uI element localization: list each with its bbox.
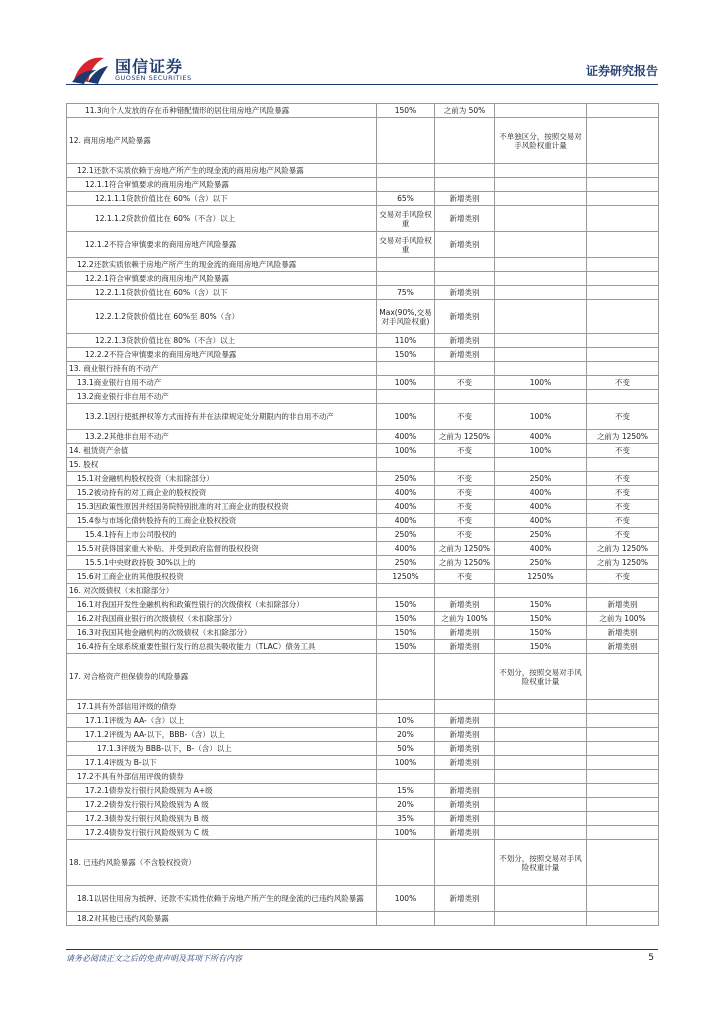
table-row <box>67 742 659 756</box>
new-weight: 1250% <box>377 570 435 584</box>
change-note <box>435 770 495 784</box>
simplified-change <box>587 714 659 728</box>
change-note: 新增类别 <box>435 192 495 206</box>
simplified-weight: 400% <box>495 430 587 444</box>
change-note: 新增类别 <box>435 348 495 362</box>
simplified-weight <box>495 886 587 912</box>
item-name: 17.2.2债券发行银行风险级别为 A 级 <box>67 798 377 812</box>
item-name: 18.2对其他已违约风险暴露 <box>67 912 377 926</box>
risk-weight-table <box>66 103 659 926</box>
table-row <box>67 784 659 798</box>
item-name: 12. 商用房地产风险暴露 <box>67 118 377 164</box>
table-row <box>67 272 659 286</box>
simplified-weight <box>495 714 587 728</box>
simplified-change <box>587 700 659 714</box>
new-weight: 10% <box>377 714 435 728</box>
new-weight: 交易对手风险权重 <box>377 232 435 258</box>
new-weight <box>377 654 435 700</box>
simplified-weight <box>495 300 587 334</box>
simplified-change: 之前为 1250% <box>587 430 659 444</box>
table-row <box>67 798 659 812</box>
change-note <box>435 458 495 472</box>
table-row <box>67 612 659 626</box>
table-row <box>67 178 659 192</box>
item-name: 16.4持有全球系统重要性银行发行的总损失吸收能力（TLAC）债务工具 <box>67 640 377 654</box>
change-note: 新增类别 <box>435 232 495 258</box>
item-name: 14. 租赁资产余值 <box>67 444 377 458</box>
change-note: 新增类别 <box>435 784 495 798</box>
simplified-weight: 250% <box>495 528 587 542</box>
simplified-change: 新增类别 <box>587 640 659 654</box>
simplified-weight <box>495 756 587 770</box>
item-name: 17.1.1评级为 AA-（含）以上 <box>67 714 377 728</box>
new-weight <box>377 700 435 714</box>
company-logo <box>70 52 210 88</box>
change-note <box>435 700 495 714</box>
item-name: 17.1具有外部信用评级的债券 <box>67 700 377 714</box>
table-row <box>67 164 659 178</box>
simplified-weight: 400% <box>495 514 587 528</box>
risk-weight-table-container <box>66 103 658 926</box>
simplified-change <box>587 286 659 300</box>
item-name: 12.2.1.2贷款价值比在 60%至 80%（含） <box>67 300 377 334</box>
table-row <box>67 756 659 770</box>
item-name: 15.3因政策性原因并经国务院特别批准的对工商企业的股权投资 <box>67 500 377 514</box>
simplified-change <box>587 770 659 784</box>
table-row <box>67 376 659 390</box>
simplified-weight <box>495 770 587 784</box>
table-row <box>67 770 659 784</box>
new-weight: 400% <box>377 542 435 556</box>
simplified-weight: 150% <box>495 598 587 612</box>
simplified-weight <box>495 784 587 798</box>
table-row <box>67 362 659 376</box>
change-note: 新增类别 <box>435 598 495 612</box>
simplified-weight <box>495 192 587 206</box>
new-weight <box>377 178 435 192</box>
change-note: 新增类别 <box>435 206 495 232</box>
change-note <box>435 258 495 272</box>
new-weight: 250% <box>377 556 435 570</box>
table-row <box>67 912 659 926</box>
simplified-weight <box>495 362 587 376</box>
simplified-change: 不变 <box>587 444 659 458</box>
new-weight <box>377 458 435 472</box>
simplified-weight <box>495 728 587 742</box>
change-note: 不变 <box>435 570 495 584</box>
simplified-change <box>587 784 659 798</box>
change-note: 新增类别 <box>435 300 495 334</box>
change-note: 之前为 1250% <box>435 556 495 570</box>
table-row <box>67 654 659 700</box>
table-row <box>67 258 659 272</box>
simplified-weight <box>495 742 587 756</box>
new-weight <box>377 272 435 286</box>
new-weight: 400% <box>377 430 435 444</box>
new-weight: 20% <box>377 798 435 812</box>
simplified-change: 新增类别 <box>587 598 659 612</box>
simplified-change <box>587 118 659 164</box>
change-note: 不变 <box>435 472 495 486</box>
simplified-weight <box>495 206 587 232</box>
logo-chinese-name: 国信证券 <box>115 57 184 76</box>
item-name: 15.5.1中央财政持股 30%以上的 <box>67 556 377 570</box>
table-row <box>67 404 659 430</box>
new-weight: 150% <box>377 348 435 362</box>
change-note: 新增类别 <box>435 334 495 348</box>
change-note: 之前为 1250% <box>435 430 495 444</box>
simplified-change: 新增类别 <box>587 626 659 640</box>
simplified-change <box>587 912 659 926</box>
simplified-weight: 150% <box>495 626 587 640</box>
change-note: 新增类别 <box>435 742 495 756</box>
table-row <box>67 626 659 640</box>
change-note <box>435 390 495 404</box>
new-weight: 35% <box>377 812 435 826</box>
change-note: 新增类别 <box>435 728 495 742</box>
new-weight: 100% <box>377 826 435 840</box>
simplified-weight: 400% <box>495 486 587 500</box>
simplified-weight: 250% <box>495 472 587 486</box>
simplified-change <box>587 584 659 598</box>
change-note: 不变 <box>435 500 495 514</box>
table-row <box>67 232 659 258</box>
new-weight: 400% <box>377 500 435 514</box>
simplified-weight: 100% <box>495 404 587 430</box>
new-weight: 50% <box>377 742 435 756</box>
simplified-change: 不变 <box>587 514 659 528</box>
table-row <box>67 500 659 514</box>
new-weight <box>377 770 435 784</box>
simplified-change: 不变 <box>587 500 659 514</box>
new-weight: 100% <box>377 756 435 770</box>
table-row <box>67 430 659 444</box>
new-weight: 250% <box>377 472 435 486</box>
new-weight <box>377 164 435 178</box>
simplified-weight <box>495 812 587 826</box>
table-row <box>67 334 659 348</box>
change-note: 新增类别 <box>435 812 495 826</box>
simplified-change <box>587 826 659 840</box>
change-note: 之前为 100% <box>435 612 495 626</box>
simplified-weight <box>495 826 587 840</box>
new-weight <box>377 840 435 886</box>
logo-mark-icon <box>70 52 110 86</box>
simplified-change: 不变 <box>587 486 659 500</box>
page-number: 5 <box>648 953 654 963</box>
item-name: 16.3对我国其他金融机构的次级债权（未扣除部分） <box>67 626 377 640</box>
table-row <box>67 640 659 654</box>
change-note: 新增类别 <box>435 714 495 728</box>
table-row <box>67 300 659 334</box>
item-name: 15.4参与市场化债转股持有的工商企业股权投资 <box>67 514 377 528</box>
table-row <box>67 286 659 300</box>
change-note <box>435 362 495 376</box>
table-row <box>67 528 659 542</box>
simplified-change <box>587 164 659 178</box>
item-name: 15.1对金融机构股权投资（未扣除部分） <box>67 472 377 486</box>
change-note: 不变 <box>435 376 495 390</box>
simplified-weight: 不划分，按照交易对手风险权重计量 <box>495 654 587 700</box>
new-weight: 150% <box>377 626 435 640</box>
simplified-change: 不变 <box>587 404 659 430</box>
change-note: 新增类别 <box>435 756 495 770</box>
item-name: 12.2.1.3贷款价值比在 80%（不含）以上 <box>67 334 377 348</box>
item-name: 12.1还款不实质依赖于房地产所产生的现金流的商用房地产风险暴露 <box>67 164 377 178</box>
item-name: 12.1.2不符合审慎要求的商用房地产风险暴露 <box>67 232 377 258</box>
simplified-change <box>587 178 659 192</box>
simplified-weight: 100% <box>495 376 587 390</box>
simplified-change: 之前为 1250% <box>587 556 659 570</box>
item-name: 18. 已违约风险暴露（不含股权投资） <box>67 840 377 886</box>
simplified-change <box>587 348 659 362</box>
table-row <box>67 472 659 486</box>
table-row <box>67 458 659 472</box>
table-row <box>67 192 659 206</box>
simplified-change: 不变 <box>587 472 659 486</box>
item-name: 17. 对合格资产担保债券的风险暴露 <box>67 654 377 700</box>
simplified-weight: 不划分，按照交易对手风险权重计量 <box>495 840 587 886</box>
new-weight <box>377 258 435 272</box>
table-row <box>67 390 659 404</box>
table-row <box>67 812 659 826</box>
simplified-weight <box>495 334 587 348</box>
item-name: 13. 商业银行持有的不动产 <box>67 362 377 376</box>
item-name: 12.1.1符合审慎要求的商用房地产风险暴露 <box>67 178 377 192</box>
simplified-change <box>587 272 659 286</box>
item-name: 13.1商业银行自用不动产 <box>67 376 377 390</box>
simplified-weight <box>495 348 587 362</box>
new-weight: Max(90%,交易对手风险权重) <box>377 300 435 334</box>
simplified-weight <box>495 232 587 258</box>
simplified-weight <box>495 164 587 178</box>
simplified-change <box>587 362 659 376</box>
simplified-weight <box>495 912 587 926</box>
change-note: 新增类别 <box>435 640 495 654</box>
simplified-change <box>587 654 659 700</box>
item-name: 13.2.2其他非自用不动产 <box>67 430 377 444</box>
item-name: 12.1.1.2贷款价值比在 60%（不含）以上 <box>67 206 377 232</box>
item-name: 15. 股权 <box>67 458 377 472</box>
item-name: 13.2.1因行使抵押权等方式而持有并在法律规定处分期限内的非自用不动产 <box>67 404 377 430</box>
change-note: 不变 <box>435 486 495 500</box>
simplified-change <box>587 206 659 232</box>
table-row <box>67 886 659 912</box>
new-weight: 65% <box>377 192 435 206</box>
report-type-title: 证券研究报告 <box>585 64 658 78</box>
simplified-weight <box>495 798 587 812</box>
table-row <box>67 542 659 556</box>
change-note: 不变 <box>435 528 495 542</box>
item-name: 17.1.4评级为 B-以下 <box>67 756 377 770</box>
change-note: 不变 <box>435 444 495 458</box>
simplified-weight <box>495 458 587 472</box>
item-name: 12.1.1.1贷款价值比在 60%（含）以下 <box>67 192 377 206</box>
item-name: 13.2商业银行非自用不动产 <box>67 390 377 404</box>
new-weight: 150% <box>377 598 435 612</box>
item-name: 15.4.1持有上市公司股权的 <box>67 528 377 542</box>
new-weight: 400% <box>377 514 435 528</box>
simplified-change <box>587 192 659 206</box>
change-note <box>435 584 495 598</box>
simplified-change <box>587 258 659 272</box>
item-name: 16. 对次级债权（未扣除部分） <box>67 584 377 598</box>
simplified-change <box>587 886 659 912</box>
logo-english-name: GUOSEN SECURITIES <box>115 74 192 82</box>
simplified-change <box>587 798 659 812</box>
new-weight: 交易对手风险权重 <box>377 206 435 232</box>
simplified-weight <box>495 584 587 598</box>
simplified-weight: 1250% <box>495 570 587 584</box>
new-weight: 100% <box>377 404 435 430</box>
new-weight <box>377 912 435 926</box>
new-weight: 15% <box>377 784 435 798</box>
new-weight: 150% <box>377 104 435 118</box>
change-note: 新增类别 <box>435 626 495 640</box>
table-row <box>67 728 659 742</box>
new-weight <box>377 584 435 598</box>
new-weight: 100% <box>377 886 435 912</box>
item-name: 17.2.4债券发行银行风险级别为 C 级 <box>67 826 377 840</box>
change-note <box>435 912 495 926</box>
header-divider <box>66 84 658 85</box>
simplified-change <box>587 812 659 826</box>
new-weight <box>377 362 435 376</box>
item-name: 12.2还款实质依赖于房地产所产生的现金流的商用房地产风险暴露 <box>67 258 377 272</box>
footer-divider <box>66 949 658 950</box>
simplified-change <box>587 334 659 348</box>
new-weight: 20% <box>377 728 435 742</box>
new-weight: 75% <box>377 286 435 300</box>
change-note <box>435 178 495 192</box>
new-weight: 250% <box>377 528 435 542</box>
new-weight: 100% <box>377 376 435 390</box>
simplified-weight <box>495 286 587 300</box>
item-name: 17.2不具有外部信用评级的债券 <box>67 770 377 784</box>
simplified-change <box>587 300 659 334</box>
change-note: 不变 <box>435 404 495 430</box>
item-name: 12.2.2不符合审慎要求的商用房地产风险暴露 <box>67 348 377 362</box>
simplified-change <box>587 756 659 770</box>
simplified-weight <box>495 178 587 192</box>
simplified-weight <box>495 258 587 272</box>
change-note <box>435 272 495 286</box>
simplified-change <box>587 458 659 472</box>
item-name: 16.1对我国开发性金融机构和政策性银行的次级债权（未扣除部分） <box>67 598 377 612</box>
simplified-weight: 400% <box>495 500 587 514</box>
table-row <box>67 118 659 164</box>
change-note <box>435 164 495 178</box>
simplified-weight: 100% <box>495 444 587 458</box>
table-row <box>67 714 659 728</box>
change-note <box>435 118 495 164</box>
simplified-weight: 150% <box>495 640 587 654</box>
simplified-weight: 250% <box>495 556 587 570</box>
table-row <box>67 840 659 886</box>
simplified-weight <box>495 390 587 404</box>
item-name: 11.3向个人发放的存在币种错配情形的居住用房地产风险暴露 <box>67 104 377 118</box>
table-row <box>67 104 659 118</box>
simplified-weight: 不单独区分，按照交易对手风险权重计量 <box>495 118 587 164</box>
simplified-weight <box>495 104 587 118</box>
table-row <box>67 514 659 528</box>
table-row <box>67 444 659 458</box>
change-note: 新增类别 <box>435 826 495 840</box>
table-row <box>67 584 659 598</box>
table-row <box>67 486 659 500</box>
new-weight <box>377 390 435 404</box>
item-name: 15.2被动持有的对工商企业的股权投资 <box>67 486 377 500</box>
change-note <box>435 654 495 700</box>
change-note: 新增类别 <box>435 886 495 912</box>
item-name: 17.2.1债券发行银行风险级别为 A+级 <box>67 784 377 798</box>
simplified-change: 不变 <box>587 570 659 584</box>
change-note: 不变 <box>435 514 495 528</box>
page-header <box>0 0 724 92</box>
table-row <box>67 598 659 612</box>
change-note: 新增类别 <box>435 798 495 812</box>
change-note: 新增类别 <box>435 286 495 300</box>
simplified-change <box>587 232 659 258</box>
item-name: 15.6对工商企业的其他股权投资 <box>67 570 377 584</box>
simplified-weight: 150% <box>495 612 587 626</box>
simplified-weight: 400% <box>495 542 587 556</box>
table-row <box>67 206 659 232</box>
item-name: 17.1.2评级为 AA-以下，BBB-（含）以上 <box>67 728 377 742</box>
simplified-change: 之前为 1250% <box>587 542 659 556</box>
new-weight: 150% <box>377 640 435 654</box>
item-name: 18.1以居住用房为抵押、还款不实质性依赖于房地产所产生的现金流的已违约风险暴露 <box>67 886 377 912</box>
change-note: 之前为 50% <box>435 104 495 118</box>
table-row <box>67 700 659 714</box>
simplified-change: 不变 <box>587 376 659 390</box>
footer-disclaimer: 请务必阅读正文之后的免责声明及其项下所有内容 <box>66 954 242 963</box>
new-weight: 100% <box>377 444 435 458</box>
simplified-change: 不变 <box>587 528 659 542</box>
simplified-weight <box>495 700 587 714</box>
new-weight: 150% <box>377 612 435 626</box>
new-weight <box>377 118 435 164</box>
item-name: 17.2.3债券发行银行风险级别为 B 级 <box>67 812 377 826</box>
item-name: 12.2.1.1贷款价值比在 60%（含）以下 <box>67 286 377 300</box>
change-note <box>435 840 495 886</box>
new-weight: 400% <box>377 486 435 500</box>
table-row <box>67 348 659 362</box>
new-weight: 110% <box>377 334 435 348</box>
simplified-change <box>587 840 659 886</box>
item-name: 16.2对我国商业银行的次级债权（未扣除部分） <box>67 612 377 626</box>
table-row <box>67 826 659 840</box>
simplified-change: 之前为 100% <box>587 612 659 626</box>
simplified-change <box>587 104 659 118</box>
change-note: 之前为 1250% <box>435 542 495 556</box>
simplified-weight <box>495 272 587 286</box>
item-name: 15.5对获得国家重大补贴、并受到政府监督的股权投资 <box>67 542 377 556</box>
item-name: 12.2.1符合审慎要求的商用房地产风险暴露 <box>67 272 377 286</box>
table-row <box>67 570 659 584</box>
simplified-change <box>587 390 659 404</box>
simplified-change <box>587 728 659 742</box>
simplified-change <box>587 742 659 756</box>
item-name: 17.1.3评级为 BBB-以下，B-（含）以上 <box>67 742 377 756</box>
table-row <box>67 556 659 570</box>
